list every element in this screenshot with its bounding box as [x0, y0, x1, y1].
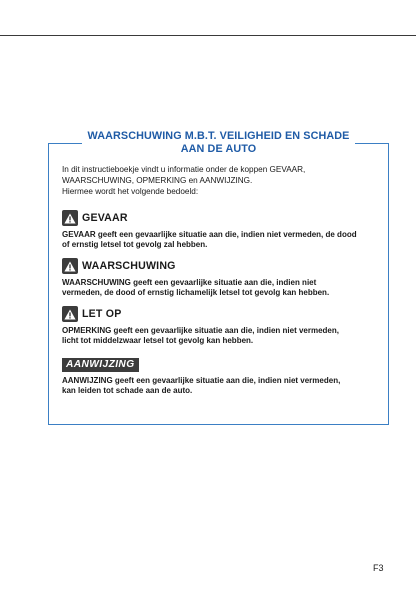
- warning-triangle-icon: [62, 258, 78, 274]
- top-rule: [0, 35, 416, 36]
- section-let-op: [62, 306, 382, 347]
- box-title: WAARSCHUWING M.B.T. VEILIGHEID EN SCHADE AAN DE AUTO: [82, 130, 356, 156]
- section-aanwijzing: [62, 354, 382, 397]
- warning-triangle-icon: [62, 210, 78, 226]
- description-aanwijzing: AANWIJZING geeft een gevaarlijke situatie aan die, indien niet vermeden, kan leiden tot schade aan de auto.: [62, 376, 341, 396]
- description-let-op: OPMERKING geeft een gevaarlijke situatie aan die, indien niet vermeden, licht tot middelzwaar letsel tot gevolg kan hebben.: [62, 326, 339, 346]
- heading-aanwijzing: AANWIJZING: [62, 358, 139, 372]
- warning-triangle-icon: [62, 306, 78, 322]
- intro-subline: Hiermee wordt het volgende bedoeld:: [62, 187, 199, 196]
- section-waarschuwing: [62, 258, 382, 299]
- heading-gevaar: GEVAAR: [82, 212, 128, 224]
- intro-text: [62, 165, 380, 198]
- description-gevaar: GEVAAR geeft een gevaarlijke situatie aan die, indien niet vermeden, de dood of ernstig letsel tot gevolg zal hebben.: [62, 230, 357, 250]
- heading-waarschuwing: WAARSCHUWING: [82, 260, 176, 272]
- description-waarschuwing: WAARSCHUWING geeft een gevaarlijke situatie aan die, indien niet vermeden, de dood of ernstig lichamelijk letsel tot gevolg kan hebben.: [62, 278, 330, 298]
- section-gevaar: [62, 210, 382, 251]
- heading-let-op: LET OP: [82, 308, 122, 320]
- safety-warning-box: [48, 130, 389, 425]
- page-number: F3: [373, 563, 384, 573]
- intro-paragraph: In dit instructieboekje vindt u informatie onder de koppen GEVAAR, WAARSCHUWING, OPMERKING en AANWIJZING.: [62, 165, 306, 185]
